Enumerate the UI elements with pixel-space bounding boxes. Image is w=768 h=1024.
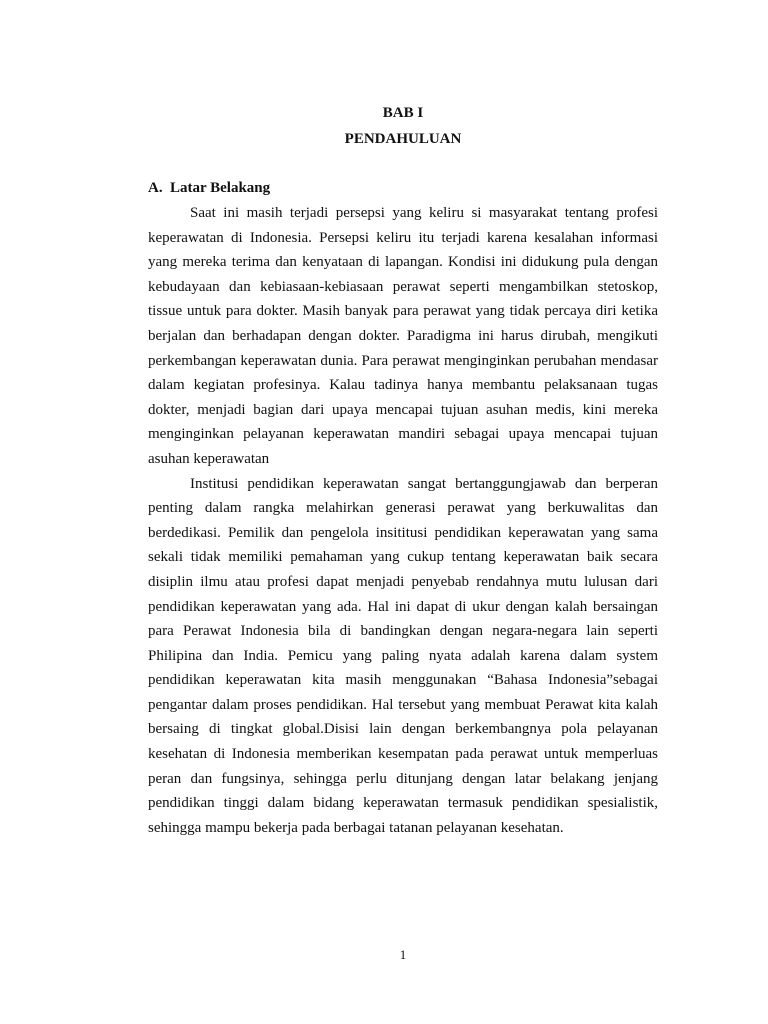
body-text bbox=[148, 201, 658, 840]
page-number: 1 bbox=[399, 947, 407, 962]
section-letter: A. bbox=[148, 180, 163, 196]
section-heading bbox=[148, 177, 270, 199]
paragraph-2: Institusi pendidikan keperawatan sangat bertanggungjawab dan berperan penting dalam rangka melahirkan generasi perawat yang berkuwalitas dan berdedikasi. Pemilik dan pengelola insititusi pendidikan keperawatan yang sama sekali tidak memiliki pemahaman yang cukup tentang keperawatan baik secara disiplin ilmu atau profesi dapat menjadi penyebab rendahnya mutu lulusan dari pendidikan keperawatan yang ada. Hal ini dapat di ukur dengan kalah bersaingan para Perawat Indonesia bila di bandingkan dengan negara-negara lain seperti Philipina dan India. Pemicu yang paling nyata adalah karena dalam system pendidikan keperawatan kita masih menggunakan “Bahasa Indonesia”sebagai pengantar dalam proses pendidikan. Hal tersebut yang membuat Perawat kita kalah bersaing di tingkat global.Disisi lain dengan berkembangnya pola pelayanan kesehatan di Indonesia memberikan kesempatan pada perawat untuk memperluas peran dan fungsinya, sehingga perlu ditunjang dengan latar belakang jenjang pendidikan tinggi dalam bidang keperawatan termasuk pendidikan spesialistik, sehingga mampu bekerja pada berbagai tatanan pelayanan kesehatan. bbox=[148, 475, 658, 836]
paragraph-1: Saat ini masih terjadi persepsi yang keliru si masyarakat tentang profesi keperawatan di Indonesia. Persepsi keliru itu terjadi karena kesalahan informasi yang mereka terima dan kenyataan di lapangan. Kondisi ini didukung pula dengan kebudayaan dan kebiasaan-kebiasaan perawat seperti mengambilkan stetoskop, tissue untuk para dokter. Masih banyak para perawat yang tidak percaya diri ketika berjalan dan berhadapan dengan dokter. Paradigma ini harus dirubah, mengikuti perkembangan keperawatan dunia. Para perawat menginginkan perubahan mendasar dalam kegiatan profesinya. Kalau tadinya hanya membantu pelaksanaan tugas dokter, menjadi bagian dari upaya mencapai tujuan asuhan medis, kini mereka menginginkan pelayanan keperawatan mandiri sebagai upaya mencapai tujuan asuhan keperawatan bbox=[148, 205, 658, 467]
section-title: Latar Belakang bbox=[170, 180, 271, 196]
chapter-title: PENDAHULUAN bbox=[344, 131, 462, 147]
chapter-number: BAB I bbox=[382, 105, 424, 121]
